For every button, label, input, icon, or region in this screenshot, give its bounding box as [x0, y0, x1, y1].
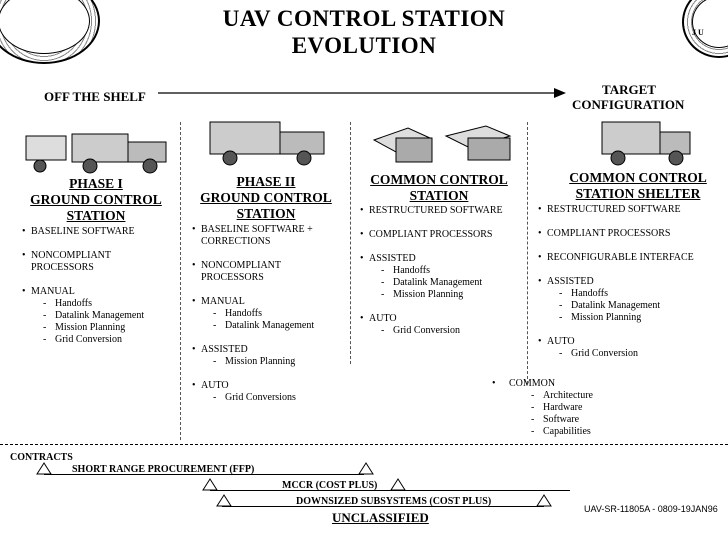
- sub-item: - Handoffs: [369, 265, 522, 277]
- contract-short-range-start-triangle: [36, 462, 52, 475]
- bullet-text: ASSISTED: [369, 253, 416, 264]
- column-title: [356, 172, 522, 204]
- bullet-item: [192, 380, 344, 404]
- bullet-text: RECONFIGURABLE INTERFACE: [547, 252, 694, 263]
- bullet-item: [538, 276, 726, 324]
- column-common-control-station: [356, 172, 522, 204]
- right-seal-text: J U: [692, 28, 704, 37]
- contract-mccr-end-triangle: [390, 478, 406, 491]
- bullet-text: NONCOMPLIANT PROCESSORS: [31, 250, 111, 273]
- sub-item: - Handoffs: [31, 298, 172, 310]
- page-title-line1: UAV CONTROL STATION: [222, 6, 506, 31]
- bullet-item: [22, 286, 172, 346]
- title-line: PHASE II: [236, 174, 296, 189]
- bullet-item: [22, 226, 172, 238]
- phase2-truck-image: [200, 118, 340, 166]
- contract-mccr-start-triangle: [202, 478, 218, 491]
- sub-item: - Datalink Management: [369, 277, 522, 289]
- column-divider-2: [350, 122, 351, 364]
- contract-short-range-label: SHORT RANGE PROCUREMENT (FFP): [72, 464, 255, 475]
- bullet-item: [538, 336, 726, 360]
- bullet-item: [192, 296, 344, 332]
- bullet-item: [22, 250, 172, 274]
- common-item: - Architecture: [519, 390, 692, 402]
- column-divider-3: [527, 122, 528, 384]
- column-3-bullets: [360, 205, 522, 349]
- bullet-item: [192, 224, 344, 248]
- contract-downsized-label: DOWNSIZED SUBSYSTEMS (COST PLUS): [296, 496, 492, 507]
- column-title: [186, 174, 346, 222]
- title-line: GROUND CONTROL: [30, 192, 162, 207]
- sub-item: - Datalink Management: [547, 300, 726, 312]
- bullet-item: [538, 228, 726, 240]
- page-title-line2: EVOLUTION: [291, 33, 437, 58]
- title-line: STATION: [236, 206, 296, 221]
- sub-item: - Grid Conversion: [369, 325, 522, 337]
- bullet-text: MANUAL: [31, 286, 75, 297]
- contract-short-range-end-triangle: [358, 462, 374, 475]
- column-4-bullets: [538, 204, 726, 372]
- title-line: COMMON CONTROL: [370, 172, 508, 187]
- shelter-truck-image: [596, 118, 696, 166]
- timeline-end-label-line2: CONFIGURATION: [572, 97, 685, 112]
- contract-downsized-start-triangle: [216, 494, 232, 507]
- bullet-text: AUTO: [369, 313, 397, 324]
- column-title: [548, 170, 728, 202]
- sub-item: - Datalink Management: [31, 310, 172, 322]
- bullet-item: [192, 344, 344, 368]
- column-title: [16, 176, 176, 224]
- column-phase-2: [186, 174, 346, 222]
- bullet-text: ASSISTED: [201, 344, 248, 355]
- timeline-start-label: OFF THE SHELF: [44, 89, 146, 104]
- document-id: UAV-SR-11805A - 0809-19JAN96: [584, 504, 718, 514]
- timeline-end-label-line1: TARGET: [602, 82, 656, 97]
- common-item: - Hardware: [519, 402, 692, 414]
- contract-downsized-line: [222, 506, 544, 507]
- title-line: PHASE I: [69, 176, 123, 191]
- column-common-control-station-shelter: [548, 170, 728, 202]
- sub-item: - Mission Planning: [369, 289, 522, 301]
- bullet-item: [360, 253, 522, 301]
- title-line: COMMON CONTROL: [569, 170, 707, 185]
- contract-downsized-end-triangle: [536, 494, 552, 507]
- trailer-truck-image: [20, 130, 180, 178]
- bullet-item: [360, 205, 522, 217]
- timeline-arrow: [158, 86, 568, 100]
- title-line: GROUND CONTROL: [200, 190, 332, 205]
- bullet-text: BASELINE SOFTWARE: [31, 226, 135, 237]
- common-block: [492, 378, 692, 450]
- common-item: - Software: [519, 414, 692, 426]
- bullet-text: ASSISTED: [547, 276, 594, 287]
- column-phase-1: [16, 176, 176, 224]
- common-item: - Capabilities: [519, 426, 692, 438]
- bullet-item: [538, 252, 726, 264]
- bullet-text: MANUAL: [201, 296, 245, 307]
- bullet-text: BASELINE SOFTWARE + CORRECTIONS: [201, 224, 313, 247]
- contracts-separator: [0, 444, 728, 445]
- title-line: STATION SHELTER: [575, 186, 701, 201]
- bullet-text: COMPLIANT PROCESSORS: [547, 228, 671, 239]
- sub-item: - Handoffs: [547, 288, 726, 300]
- bullet-item: [192, 260, 344, 284]
- bullet-text: AUTO: [547, 336, 575, 347]
- bullet-item: [360, 313, 522, 337]
- contract-mccr-label: MCCR (COST PLUS): [282, 480, 378, 491]
- contracts-label: CONTRACTS: [10, 452, 73, 463]
- bullet-item: [360, 229, 522, 241]
- sub-item: - Grid Conversions: [201, 392, 344, 404]
- bullet-text: RESTRUCTURED SOFTWARE: [369, 205, 503, 216]
- column-1-bullets: [22, 226, 172, 358]
- computer-workstation-image: [368, 120, 518, 166]
- sub-item: - Mission Planning: [31, 322, 172, 334]
- column-divider-1: [180, 122, 181, 440]
- sub-item: - Handoffs: [201, 308, 344, 320]
- bullet-text: RESTRUCTURED SOFTWARE: [547, 204, 681, 215]
- sub-item: - Grid Conversion: [31, 334, 172, 346]
- title-line: STATION: [409, 188, 469, 203]
- sub-item: - Mission Planning: [547, 312, 726, 324]
- sub-item: - Grid Conversion: [547, 348, 726, 360]
- sub-item: - Mission Planning: [201, 356, 344, 368]
- bullet-text: COMPLIANT PROCESSORS: [369, 229, 493, 240]
- bullet-text: AUTO: [201, 380, 229, 391]
- contract-short-range-line: [44, 474, 364, 475]
- sub-item: - Datalink Management: [201, 320, 344, 332]
- common-bullet: [492, 378, 692, 438]
- title-line: STATION: [66, 208, 126, 223]
- bullet-text: NONCOMPLIANT PROCESSORS: [201, 260, 281, 283]
- common-label: COMMON: [509, 378, 556, 389]
- classification-label: UNCLASSIFIED: [332, 510, 429, 525]
- bullet-item: [538, 204, 726, 216]
- column-2-bullets: [192, 224, 344, 416]
